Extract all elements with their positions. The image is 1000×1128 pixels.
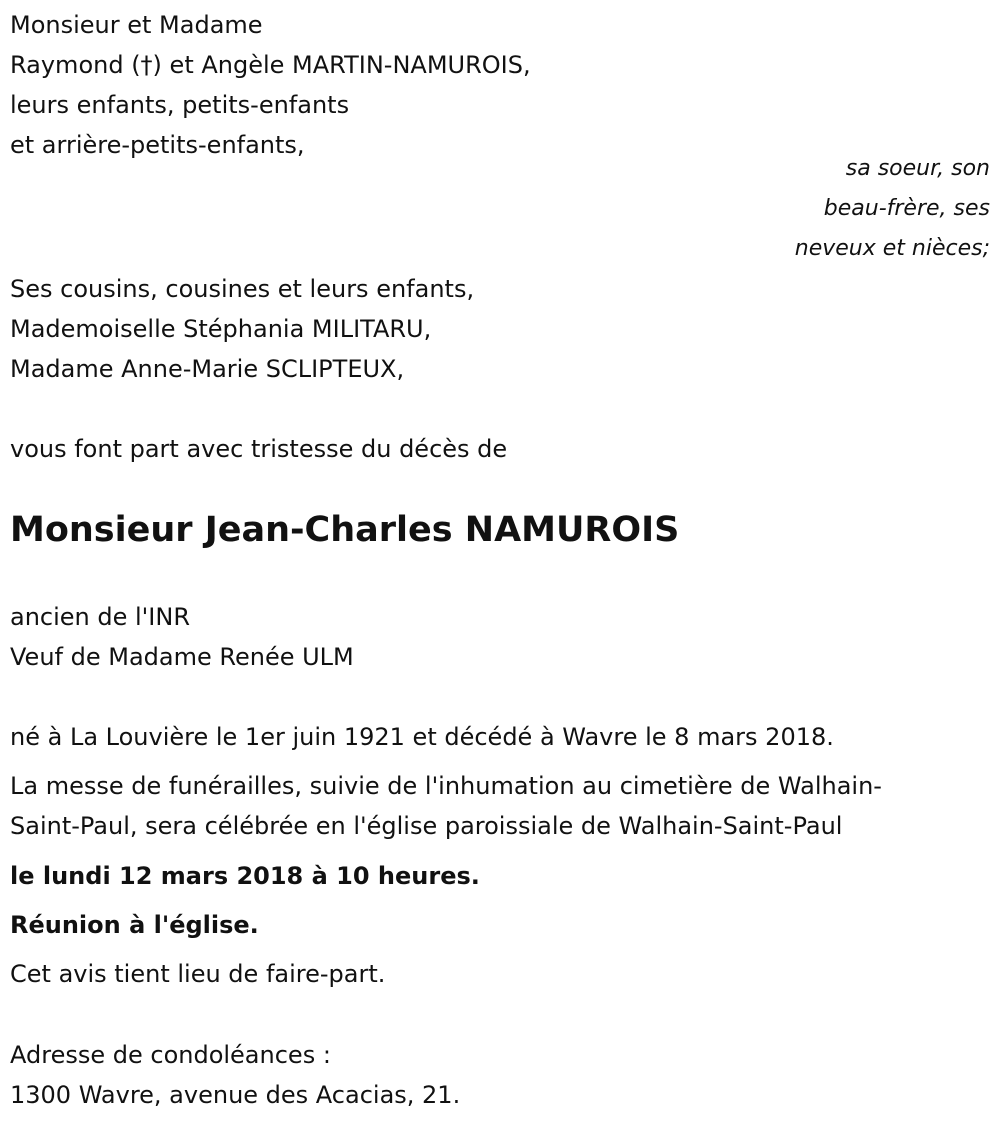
condolences-label: Adresse de condoléances : — [10, 1041, 331, 1069]
family-line-1: Monsieur et Madame — [10, 11, 263, 39]
deceased-name: Monsieur Jean-Charles NAMUROIS — [10, 510, 680, 550]
condolences-address: 1300 Wavre, avenue des Acacias, 21. — [10, 1081, 461, 1109]
funeral-line-1: La messe de funérailles, suivie de l'inhumation au cimetière de Walhain- — [10, 772, 882, 800]
family-line-2: Raymond (†) et Angèle MARTIN-NAMUROIS, — [10, 51, 531, 79]
funeral-meeting: Réunion à l'église. — [10, 911, 259, 939]
sibling-line-1: sa soeur, son — [845, 156, 990, 181]
funeral-line-2: Saint-Paul, sera célébrée en l'église paroissiale de Walhain-Saint-Paul — [10, 812, 843, 840]
sibling-line-2: beau-frère, ses — [823, 196, 990, 221]
deceased-role: ancien de l'INR — [10, 603, 190, 631]
family-line-3: leurs enfants, petits-enfants — [10, 91, 350, 119]
funeral-when: le lundi 12 mars 2018 à 10 heures. — [10, 862, 480, 890]
family-line-4: et arrière-petits-enfants, — [10, 131, 305, 159]
announcement: vous font part avec tristesse du décès de — [10, 435, 508, 463]
life-dates: né à La Louvière le 1er juin 1921 et décédé à Wavre le 8 mars 2018. — [10, 723, 834, 751]
notice-line: Cet avis tient lieu de faire-part. — [10, 960, 386, 988]
others-line-3: Madame Anne-Marie SCLIPTEUX, — [10, 355, 405, 383]
deceased-widower: Veuf de Madame Renée ULM — [10, 643, 354, 671]
others-line-2: Mademoiselle Stéphania MILITARU, — [10, 315, 432, 343]
sibling-line-3: neveux et nièces; — [794, 236, 990, 261]
others-line-1: Ses cousins, cousines et leurs enfants, — [10, 275, 475, 303]
